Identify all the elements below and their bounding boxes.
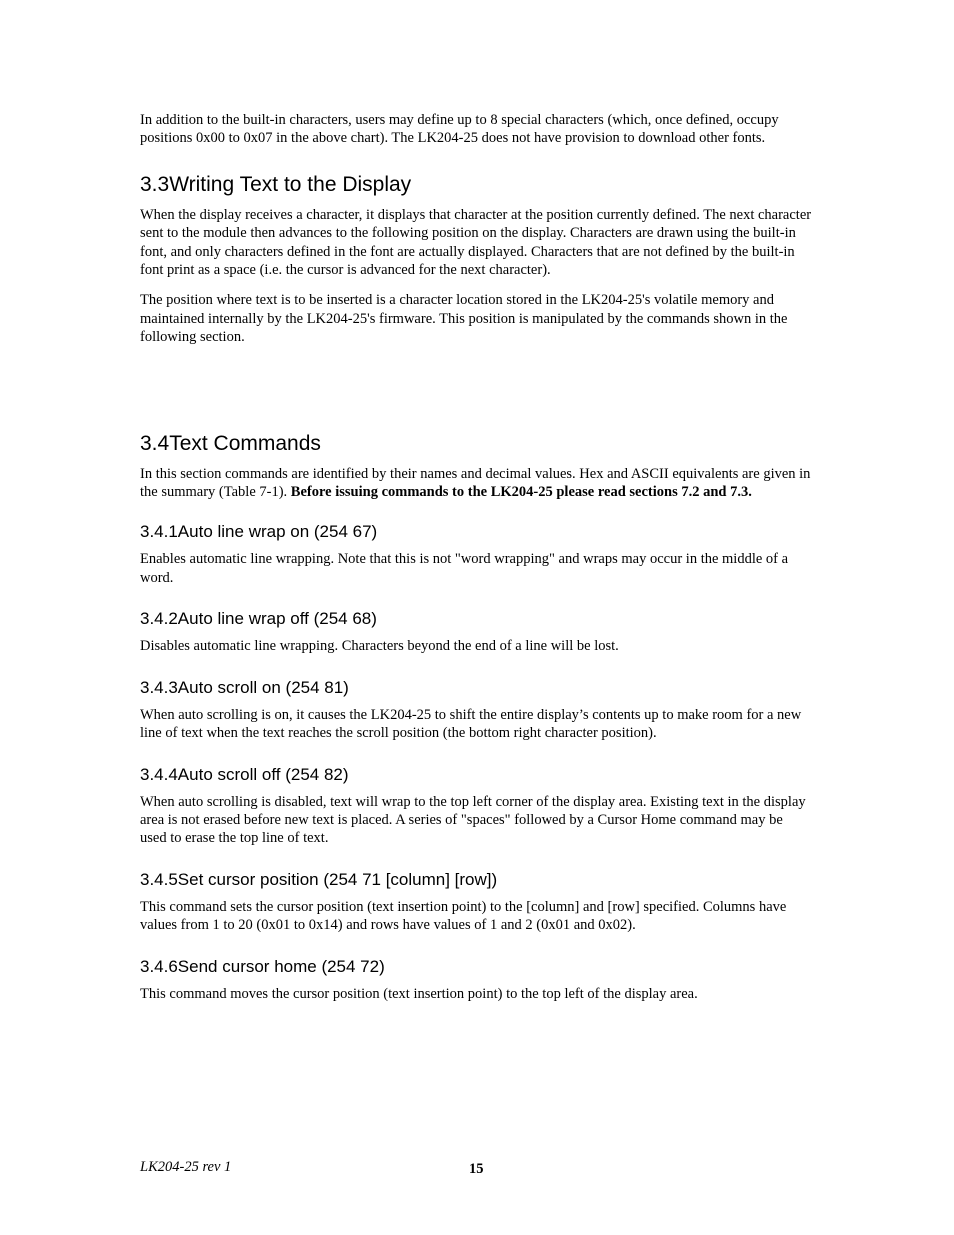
subsection-3-4-5-body: This command sets the cursor position (text insertion point) to the [column] and [row] specified. Columns have values from 1 to 20 (0x01 to 0x14) and rows have values of 1 and 2 (0x01 and 0x02).	[140, 898, 787, 934]
subsection-3-4-2-heading: 3.4.2Auto line wrap off (254 68)	[140, 609, 377, 629]
subsection-3-4-4-heading: 3.4.4Auto scroll off (254 82)	[140, 764, 349, 784]
subsection-3-4-6-heading: 3.4.6Send cursor home (254 72)	[140, 956, 385, 976]
section-3-4-text: In this section commands are identified by their names and decimal values. Hex and ASCII equivalents are given in the summary (Table 7-1).	[140, 465, 811, 501]
section-3-4-bold-note: Before issuing commands to the LK204-25 please read sections 7.2 and 7.3.	[290, 484, 752, 501]
section-3-4-paragraph	[140, 465, 812, 502]
subsection-3-4-6-body: This command moves the cursor position (text insertion point) to the top left of the display area.	[140, 985, 698, 1002]
footer-document-name: LK204-25 rev 1	[140, 1159, 232, 1175]
section-3-3-heading: 3.3Writing Text to the Display	[140, 172, 412, 196]
subsection-3-4-3-body: When auto scrolling is on, it causes the LK204-25 to shift the entire display’s contents up to make room for a new line of text when the text reaches the scroll position (the bottom right character position).	[140, 706, 802, 742]
subsection-3-4-5-heading: 3.4.5Set cursor position (254 71 [column] [row])	[140, 869, 498, 889]
section-3-4-heading: 3.4Text Commands	[140, 431, 321, 455]
subsection-3-4-1-body: Enables automatic line wrapping. Note that this is not "word wrapping" and wraps may occur in the middle of a word.	[140, 551, 789, 586]
subsection-3-4-4-body: When auto scrolling is disabled, text will wrap to the top left corner of the display area. Existing text in the display area is not erased before new text is placed. A series of "spaces" followed by a Cursor Home command may be used to erase the top line of text.	[140, 793, 806, 847]
intro-paragraph: In addition to the built-in characters, users may define up to 8 special characters (which, once defined, occupy positions 0x00 to 0x07 in the above chart). The LK204-25 does not have provision to download other fonts.	[140, 112, 779, 147]
subsection-3-4-1-heading: 3.4.1Auto line wrap on (254 67)	[140, 522, 378, 542]
section-3-3-paragraph-2: The position where text is to be inserted is a character location stored in the LK204-25's volatile memory and maintained internally by the LK204-25's firmware. This position is manipulated by the commands shown in the following section.	[140, 292, 788, 346]
subsection-3-4-2-body: Disables automatic line wrapping. Characters beyond the end of a line will be lost.	[140, 638, 619, 655]
section-3-3-paragraph-1: When the display receives a character, it displays that character at the position currently defined. The next character sent to the module then advances to the following position on the display. Characters are drawn using the built-in font, and only characters defined in the font are actually displayed. Characters that are not defined by the built-in font print as a space (i.e. the cursor is advanced for the next character).	[140, 206, 812, 279]
document-body	[140, 111, 812, 1003]
subsection-3-4-3-heading: 3.4.3Auto scroll on (254 81)	[140, 677, 349, 697]
footer-page-number: 15	[469, 1161, 484, 1177]
